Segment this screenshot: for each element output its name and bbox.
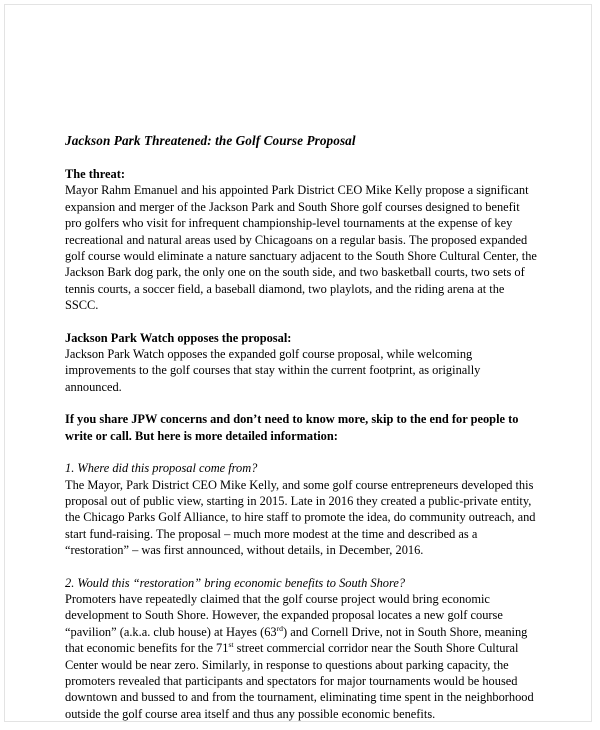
paragraph-question-2-segment-3: street commercial corridor near the South Shore Cultural Center would be near zero. Similarly, in response to questions about parking capacity, the promoters revealed that participants and spectators for major tournaments would be housed downtown and bussed to and from the tournament, eliminating time spent in the neighborhood outside the golf course area itself and thus any possible economic benefits.: [65, 641, 534, 721]
heading-jpw-opposes: Jackson Park Watch opposes the proposal:: [65, 330, 292, 345]
paragraph-jpw-opposes: Jackson Park Watch opposes the expanded golf course proposal, while welcoming improvements to the golf courses that stay within the current footprint, as originally announced.: [65, 347, 481, 394]
spacer: [65, 559, 537, 575]
paragraph-question-2: [65, 591, 537, 722]
heading-the-threat: The threat:: [65, 167, 125, 181]
paragraph-question-2-segment-1: Promoters have repeatedly claimed that the golf course project would bring economic development to South Shore. However, the expanded proposal locates a new golf course “pavilion” (a.k.a. club house) at Hayes (63: [65, 591, 503, 639]
document-page: [4, 4, 592, 722]
document-content: [65, 133, 537, 722]
heading-question-2: 2. Would this “restoration” bring economic benefits to South Shore?: [65, 575, 406, 590]
spacer: [65, 444, 537, 460]
heading-question-1: 1. Where did this proposal come from?: [65, 461, 258, 476]
spacer: [65, 395, 537, 411]
paragraph-question-1: The Mayor, Park District CEO Mike Kelly, and some golf course entrepreneurs developed this proposal out of public view, starting in 2015. Late in 2016 they created a public-private entity, the Chicago Parks Golf Alliance, to hire staff to promote the idea, do community outreach, and start fund-raising. The proposal – much more modest at the time and described as a “restoration” – was first announced, without details, in December, 2016.: [65, 477, 536, 558]
ordinal-suffix-63rd: rd: [276, 623, 284, 633]
callout-skip-to-end: If you share JPW concerns and don’t need to know more, skip to the end for people to write or call. But here is more detailed information:: [65, 412, 519, 443]
document-title: Jackson Park Threatened: the Golf Course Proposal: [65, 133, 356, 148]
paragraph-question-2-segment-2: ) and Cornell Drive, not in South Shore, meaning that economic benefits for the 71: [65, 624, 528, 656]
spacer: [65, 314, 537, 330]
ordinal-suffix-71st: st: [228, 640, 234, 650]
paragraph-the-threat: Mayor Rahm Emanuel and his appointed Park District CEO Mike Kelly propose a significant expansion and merger of the Jackson Park and South Shore golf courses designed to benefit pro golfers who visit for infrequent championship-level tournaments at the expense of key recreational and natural areas used by Chicagoans on a regular basis. The proposed expanded golf course would eliminate a nature sanctuary adjacent to the South Shore Cultural Center, the Jackson Bark dog park, the only one on the south side, and two basketball courts, two sets of tennis courts, a soccer field, a baseball diamond, two playlots, and the riding arena at the SSCC.: [65, 183, 537, 313]
